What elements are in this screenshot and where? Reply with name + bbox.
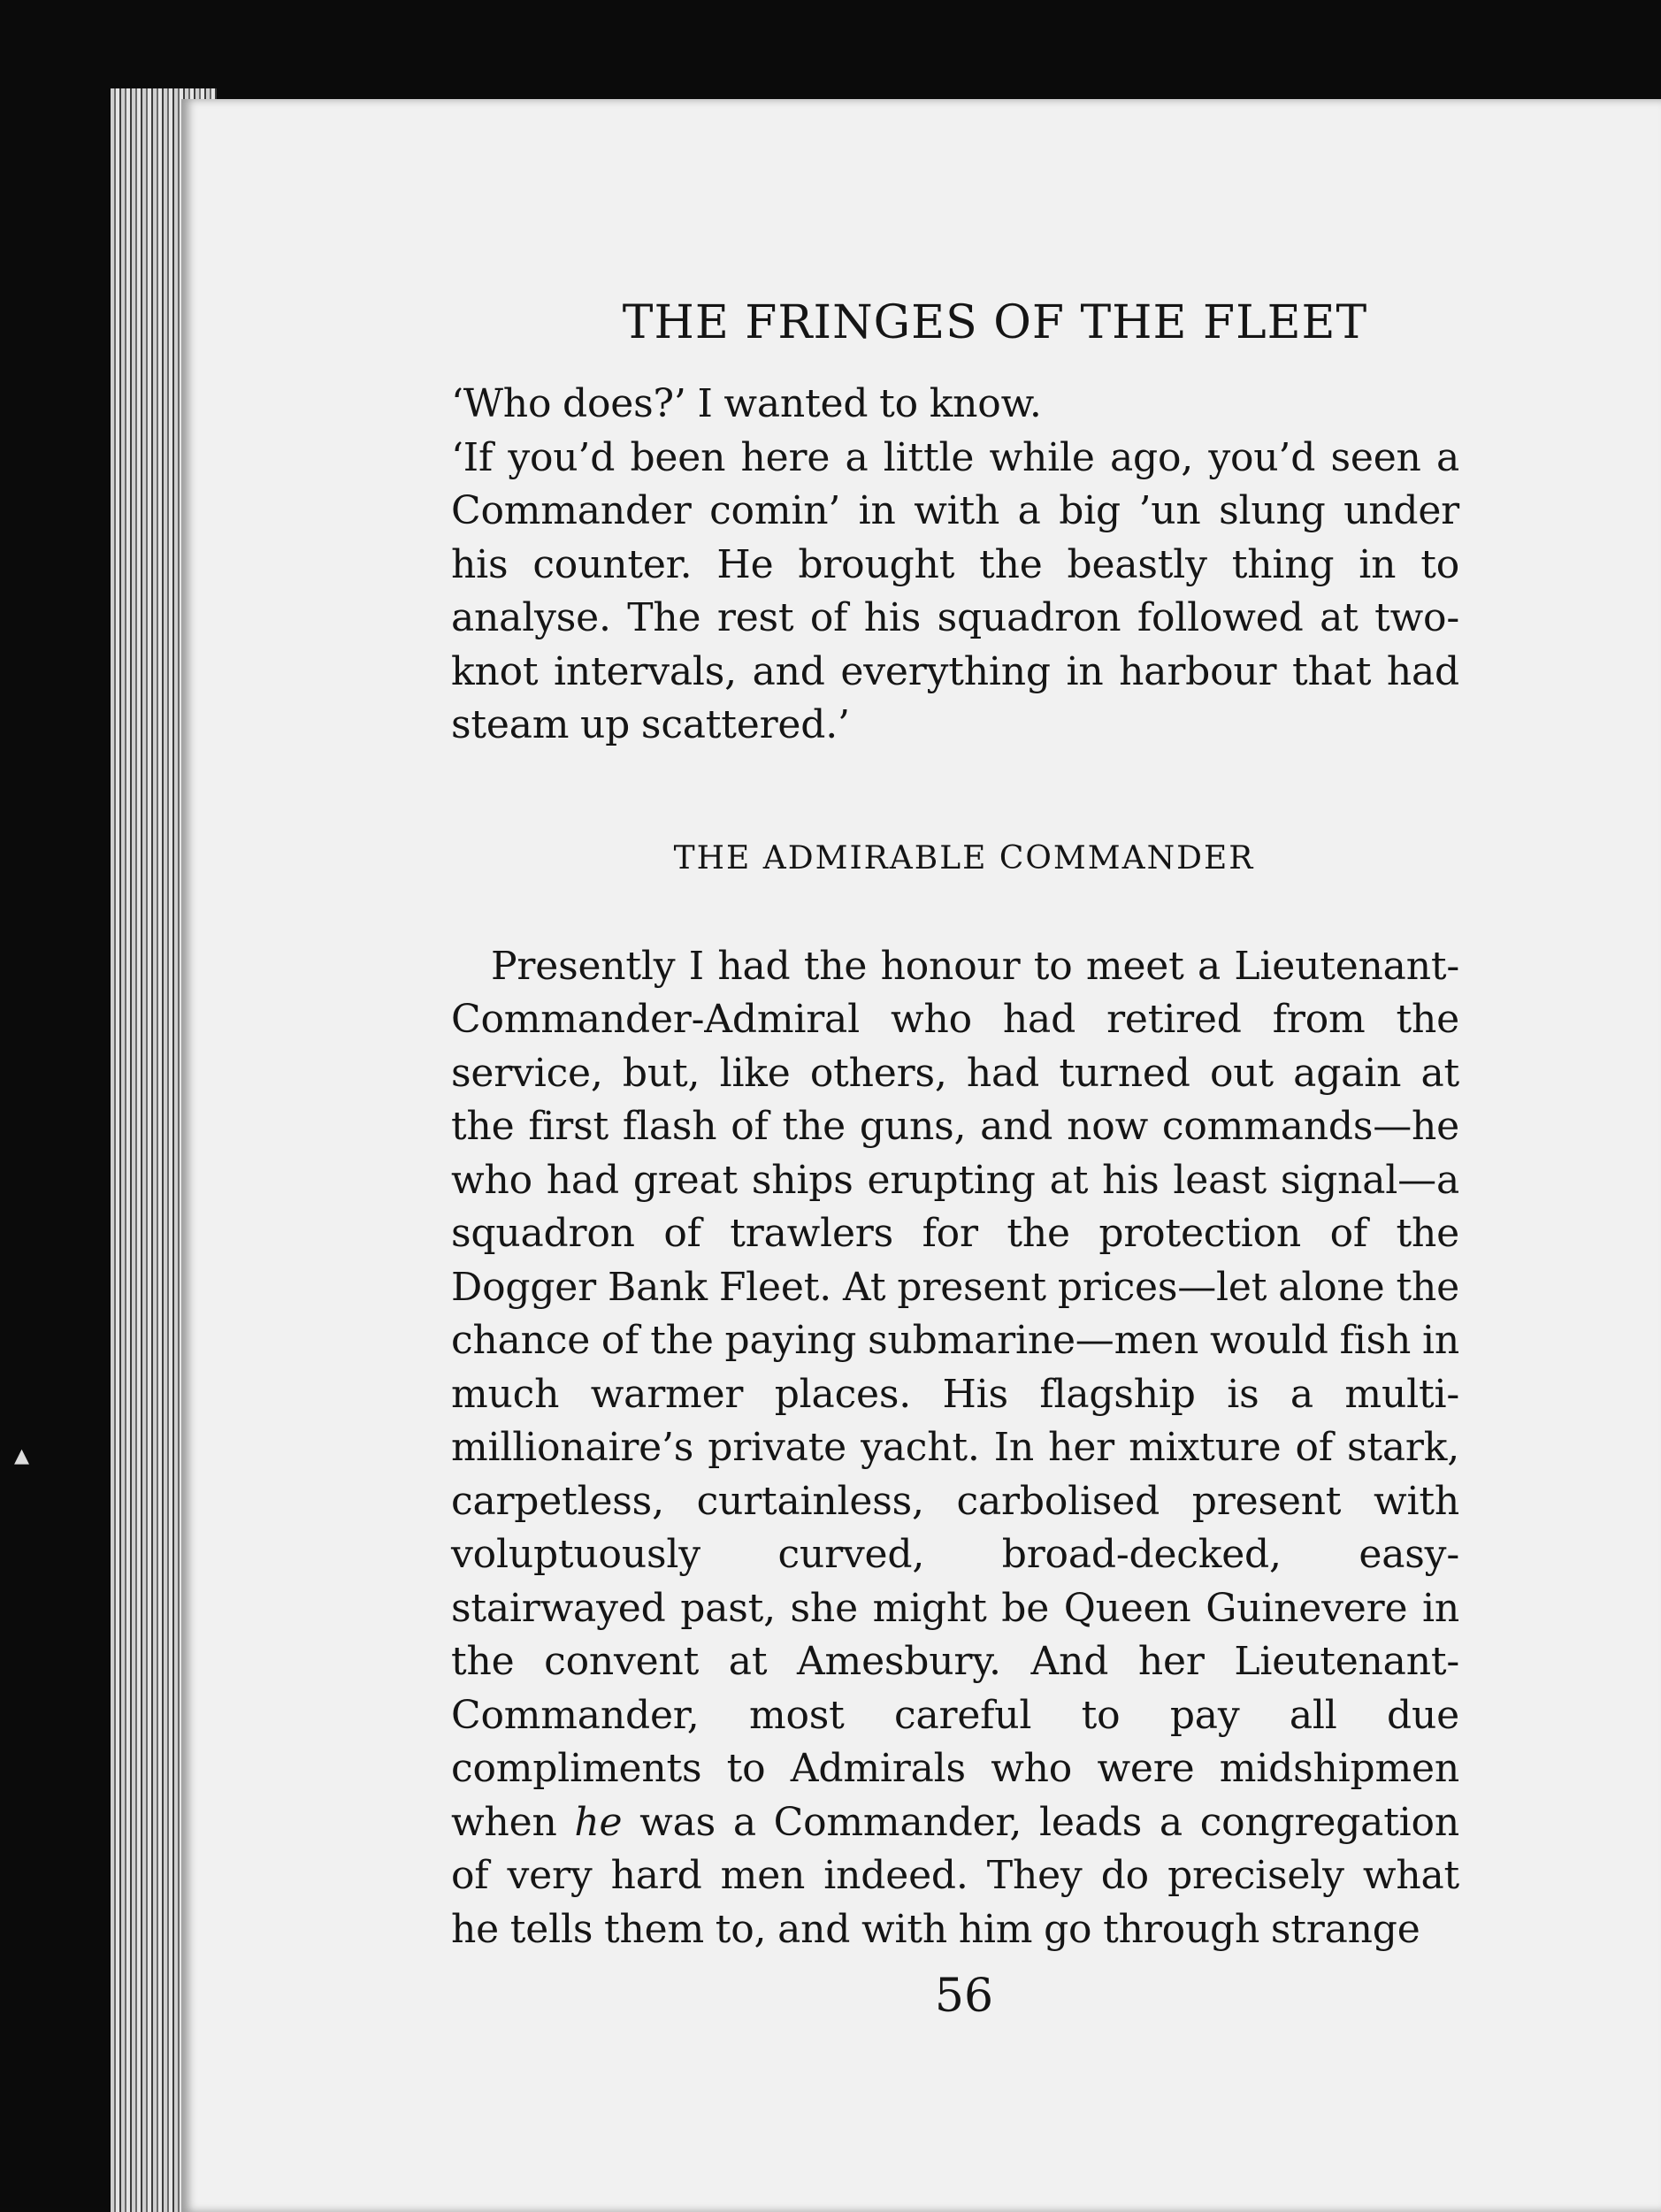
section-spacer — [451, 753, 1459, 832]
paragraph-commander-comin: ‘If you’d been here a little while ago, you’d seen a Commander comin’ in with a big ’un slung under his counter. He brought the beastly thing in to analyse. The rest of his squadron followed at two-knot intervals, and everything in harbour that had steam up scattered.’ — [451, 434, 1459, 747]
paragraph-text-part-1: Presently I had the honour to meet a Lieutenant-Commander-Admiral who had retired from the service, but, like others, had turned out again at the first flash of the guns, and now commands—he who had great ships erupting at his least signal—a squadron of trawlers for the protection of the Dogger Bank Fleet. At present prices—let alone the chance of the paying submarine—men would fish in much warmer places. His flagship is a multi-millionaire’s private yacht. In her mixture of stark, carpetless, curtainless, carbolised present with voluptuously curved, broad-decked, easy-stairwayed past, she might be Queen Guinevere in the convent at Amesbury. And her Lieutenant-Commander, most careful to pay all due compliments to Admirals who were midshipmen when — [451, 943, 1459, 1845]
section-heading: THE ADMIRABLE COMMANDER — [673, 839, 1255, 876]
text-block — [451, 287, 1459, 2032]
scan-speck: ▴ — [14, 1437, 30, 1473]
running-head: THE FRINGES OF THE FLEET — [622, 296, 1368, 349]
italic-he: he — [574, 1799, 623, 1845]
page-number: 56 — [934, 1970, 994, 2023]
paragraph-admirable-commander — [451, 940, 1459, 1957]
paragraph-text-part-2: was a Commander, leads a congregation of very hard men indeed. They do precisely what he tells them to, and with him go through strange — [451, 1799, 1459, 1952]
paragraph-who-does: ‘Who does?’ I wanted to know. — [451, 381, 1042, 426]
